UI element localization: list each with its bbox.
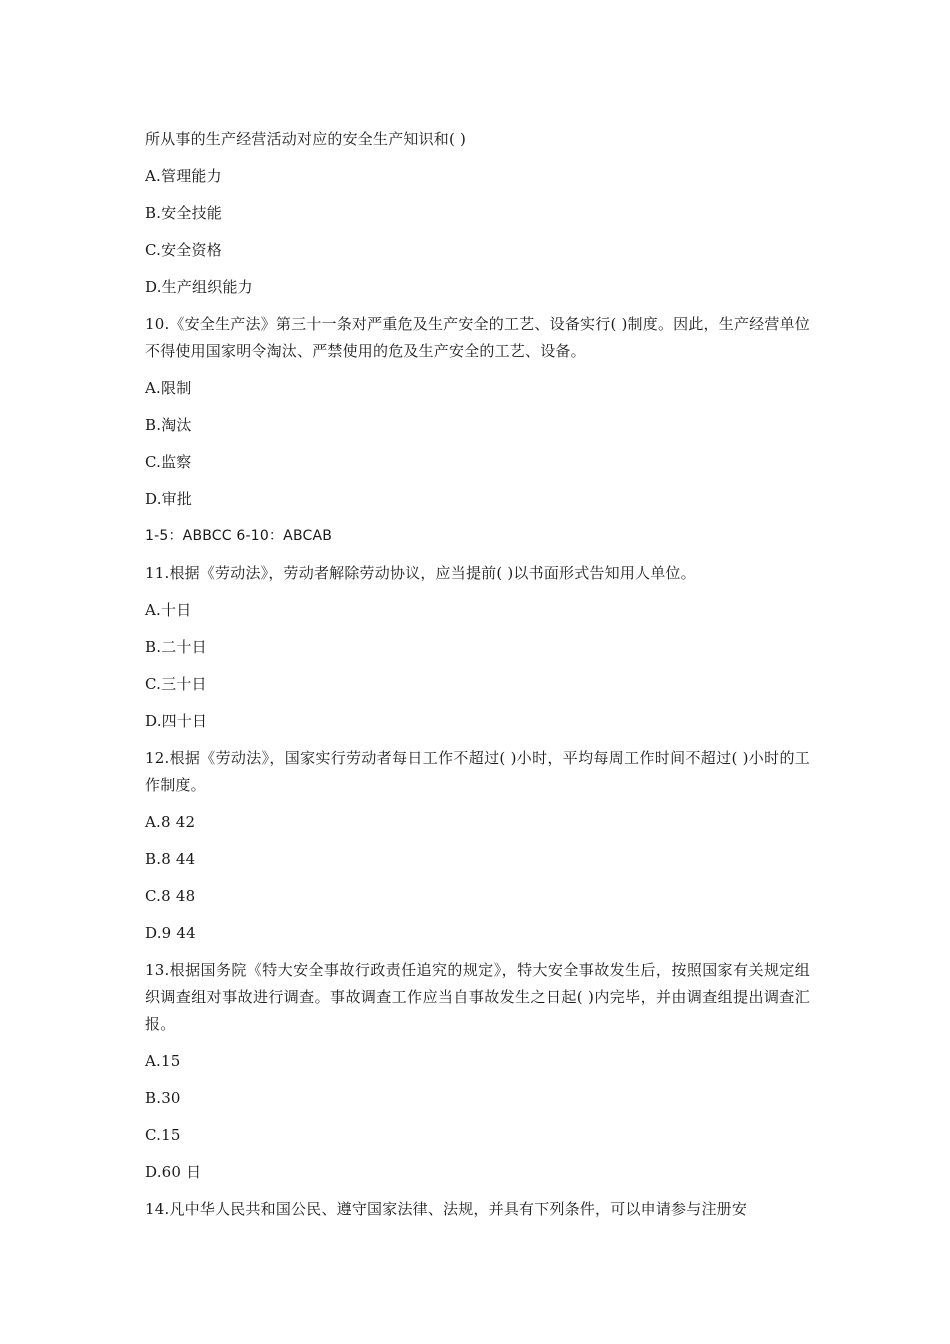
q9-option-a: A.管理能力 — [145, 167, 222, 185]
q9-option-b: B.安全技能 — [145, 204, 222, 222]
document-page — [145, 126, 810, 1233]
answer-key: 1-5：ABBCC 6-10：ABCAB — [145, 528, 333, 544]
question-13-stem: 13.根据国务院《特大安全事故行政责任追究的规定》，特大安全事故发生后，按照国家有关规定组织调查组对事故进行调查。事故调查工作应当自事故发生之日起( )内完毕，并由调查组提出调查汇报。 — [145, 961, 810, 1033]
q11-option-d: D.四十日 — [145, 712, 208, 730]
q11-option-a: A.十日 — [145, 601, 192, 619]
question-12-stem: 12.根据《劳动法》，国家实行劳动者每日工作不超过( )小时，平均每周工作时间不超过( )小时的工作制度。 — [145, 749, 810, 794]
q13-option-b: B.30 — [145, 1089, 181, 1107]
q10-option-d: D.审批 — [145, 490, 193, 508]
q10-option-c: C.监察 — [145, 453, 192, 471]
q13-option-c: C.15 — [145, 1126, 181, 1144]
question-10-stem: 10.《安全生产法》第三十一条对严重危及生产安全的工艺、设备实行( )制度。因此，生产经营单位不得使用国家明令淘汰、严禁使用的危及生产安全的工艺、设备。 — [145, 315, 810, 360]
q9-option-d: D.生产组织能力 — [145, 278, 253, 296]
q11-option-b: B.二十日 — [145, 638, 207, 656]
q12-option-d: D.9 44 — [145, 924, 196, 942]
q13-option-d: D.60 日 — [145, 1163, 202, 1181]
q10-option-a: A.限制 — [145, 379, 192, 397]
question-14-stem: 14.凡中华人民共和国公民、遵守国家法律、法规，并具有下列条件，可以申请参与注册安 — [145, 1200, 748, 1218]
q12-option-c: C.8 48 — [145, 887, 196, 905]
q10-option-b: B.淘汰 — [145, 416, 192, 434]
question-11-stem: 11.根据《劳动法》，劳动者解除劳动协议，应当提前( )以书面形式告知用人单位。 — [145, 564, 696, 582]
q11-option-c: C.三十日 — [145, 675, 207, 693]
q12-option-b: B.8 44 — [145, 850, 196, 868]
q13-option-a: A.15 — [145, 1052, 181, 1070]
question-9-stem-continued: 所从事的生产经营活动对应的安全生产知识和( ) — [145, 130, 467, 148]
q12-option-a: A.8 42 — [145, 813, 196, 831]
q9-option-c: C.安全资格 — [145, 241, 222, 259]
